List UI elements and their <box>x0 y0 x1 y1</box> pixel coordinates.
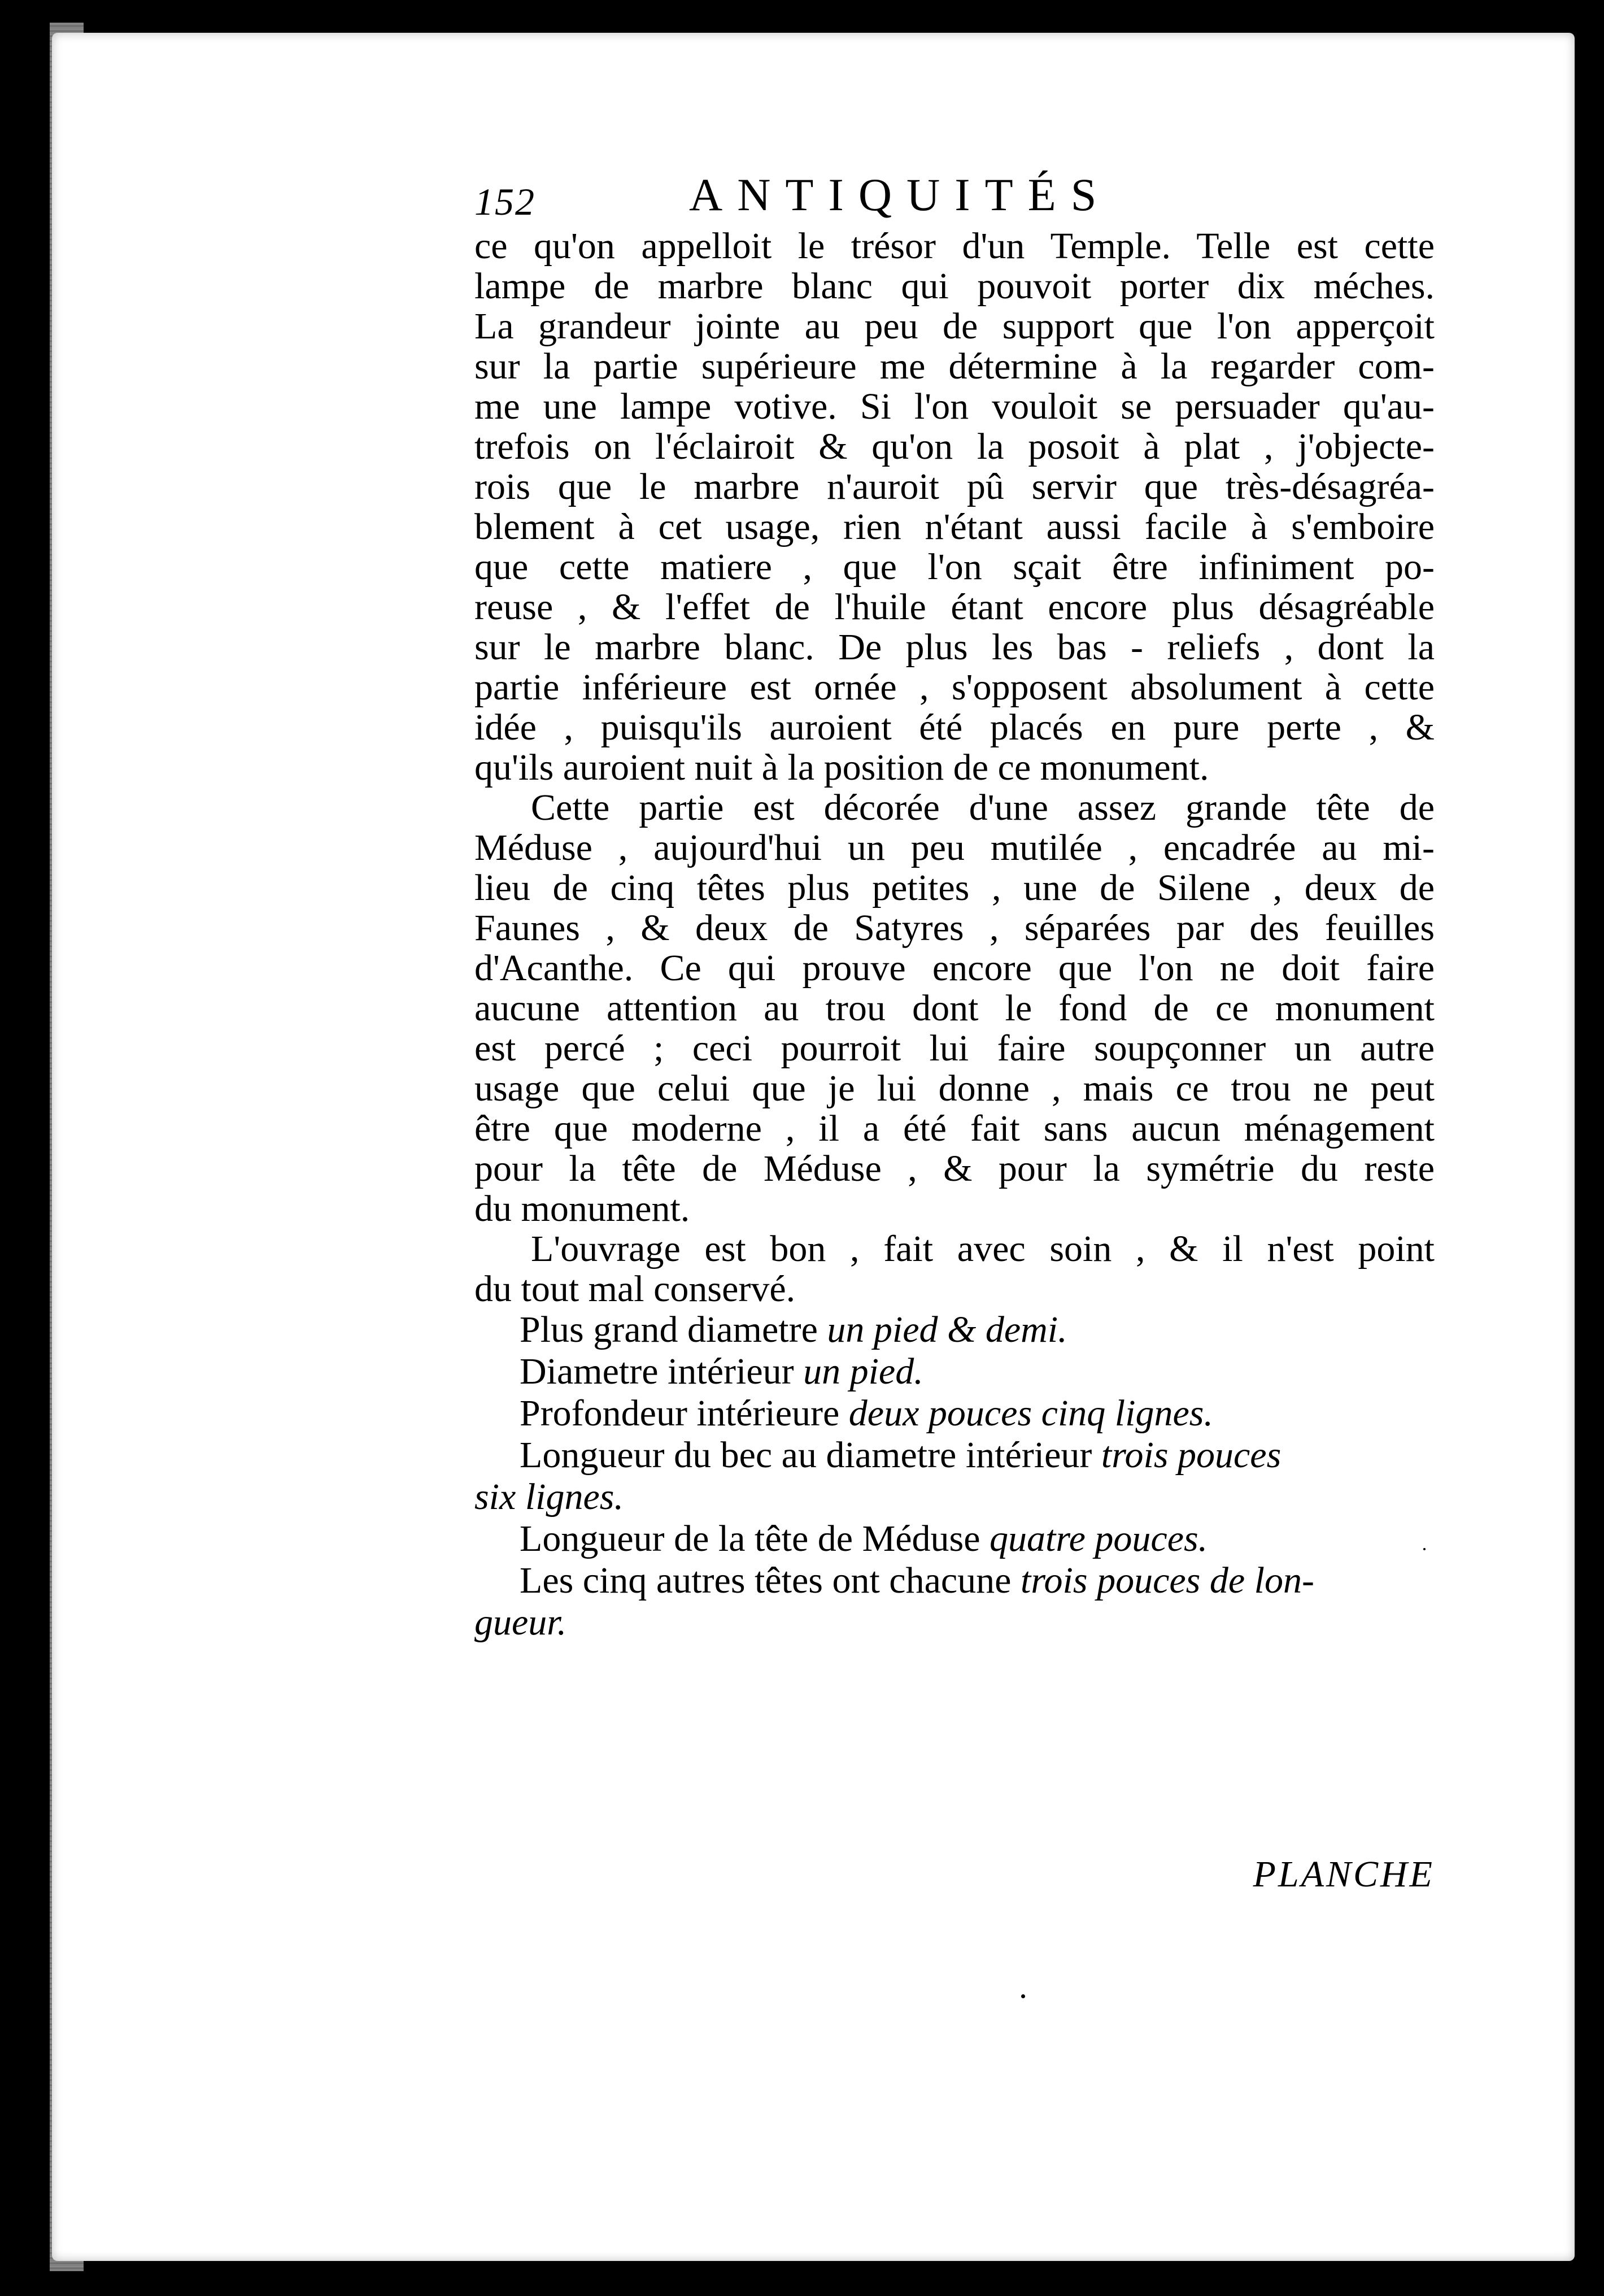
text-line: sur la partie supérieure me détermine à la regarder com- <box>474 346 1435 386</box>
measurement-line <box>474 1351 1435 1393</box>
measurement-value: deux pouces cinq lignes. <box>848 1393 1213 1434</box>
text-line: est percé ; ceci pourroit lui faire soupçonner un autre <box>474 1028 1435 1068</box>
text-line: sur le marbre blanc. De plus les bas - reliefs , dont la <box>474 627 1435 667</box>
measurement-value: un pied & demi. <box>827 1309 1067 1350</box>
measurement-line <box>474 1434 1435 1476</box>
catchword: PLANCHE <box>1253 1854 1435 1895</box>
text-line: Méduse , aujourd'hui un peu mutilée , encadrée au mi- <box>474 828 1435 868</box>
measurement-line <box>474 1309 1435 1351</box>
text-line: usage que celui que je lui donne , mais ce trou ne peut <box>474 1068 1435 1108</box>
text-line: être que moderne , il a été fait sans aucun ménagement <box>474 1108 1435 1149</box>
page-number: 152 <box>474 180 535 223</box>
measurement-line <box>474 1476 1435 1518</box>
text-line: du tout mal conservé. <box>474 1269 796 1309</box>
text-line: que cette matiere , que l'on sçait être infiniment po- <box>474 547 1435 587</box>
text-line: L'ouvrage est bon , fait avec soin , & il n'est point <box>531 1229 1435 1269</box>
text-line: pour la tête de Méduse , & pour la symétrie du reste <box>474 1149 1435 1189</box>
measurement-label: Diametre intérieur <box>520 1351 804 1392</box>
text-line: aucune attention au trou dont le fond de ce monument <box>474 988 1435 1028</box>
measurement-label: Profondeur intérieure <box>520 1393 849 1434</box>
text-line: trefois on l'éclairoit & qu'on la posoit à plat , j'objecte- <box>474 427 1435 467</box>
text-line: lieu de cinq têtes plus petites , une de Silene , deux de <box>474 868 1435 908</box>
measurement-value: quatre pouces. <box>990 1518 1208 1559</box>
text-line: du monument. <box>474 1189 690 1229</box>
page-content <box>474 153 1435 1895</box>
text-line: reuse , & l'effet de l'huile étant encore plus désagréable <box>474 587 1435 627</box>
text-line: rois que le marbre n'auroit pû servir que très-désagréa- <box>474 467 1435 507</box>
running-head <box>474 153 1435 226</box>
paragraph <box>474 226 1435 788</box>
ink-speck <box>1021 1994 1025 1998</box>
text-line: me une lampe votive. Si l'on vouloit se persuader qu'au- <box>474 386 1435 427</box>
text-line: Faunes , & deux de Satyres , séparées par des feuilles <box>474 908 1435 948</box>
text-line: ce qu'on appelloit le trésor d'un Temple. Telle est cette <box>474 226 1435 266</box>
measurement-value: trois pouces de lon- <box>1020 1560 1314 1601</box>
measurement-line <box>474 1393 1435 1434</box>
measurement-value: un pied. <box>803 1351 923 1392</box>
ink-speck <box>1423 1548 1426 1550</box>
measurement-value: gueur. <box>474 1602 567 1643</box>
measurement-label: Les cinq autres têtes ont chacune <box>520 1560 1021 1601</box>
measurements-list <box>474 1309 1435 1643</box>
measurement-label: Plus grand diametre <box>520 1309 827 1350</box>
text-line: lampe de marbre blanc qui pouvoit porter dix méches. <box>474 266 1435 306</box>
text-line: La grandeur jointe au peu de support que l'on apperçoit <box>474 306 1435 346</box>
text-line: blement à cet usage, rien n'étant aussi facile à s'emboire <box>474 507 1435 547</box>
text-line: idée , puisqu'ils auroient été placés en pure perte , & <box>474 707 1435 747</box>
measurement-value: six lignes. <box>474 1476 624 1517</box>
text-line: d'Acanthe. Ce qui prouve encore que l'on ne doit faire <box>474 948 1435 988</box>
paragraph <box>474 1229 1435 1309</box>
measurement-value: trois pouces <box>1101 1434 1282 1476</box>
measurement-label: Longueur de la tête de Méduse <box>520 1518 990 1559</box>
measurement-line <box>474 1518 1435 1560</box>
measurement-line <box>474 1602 1435 1643</box>
body-text <box>474 226 1435 1309</box>
text-line: qu'ils auroient nuit à la position de ce monument. <box>474 747 1209 788</box>
text-line: partie inférieure est ornée , s'opposent absolument à cette <box>474 667 1435 707</box>
measurement-label: Longueur du bec au diametre intérieur <box>520 1434 1101 1476</box>
text-line: Cette partie est décorée d'une assez grande tête de <box>531 788 1435 828</box>
running-title: ANTIQUITÉS <box>689 169 1112 220</box>
measurement-line <box>474 1560 1435 1602</box>
paragraph <box>474 788 1435 1229</box>
